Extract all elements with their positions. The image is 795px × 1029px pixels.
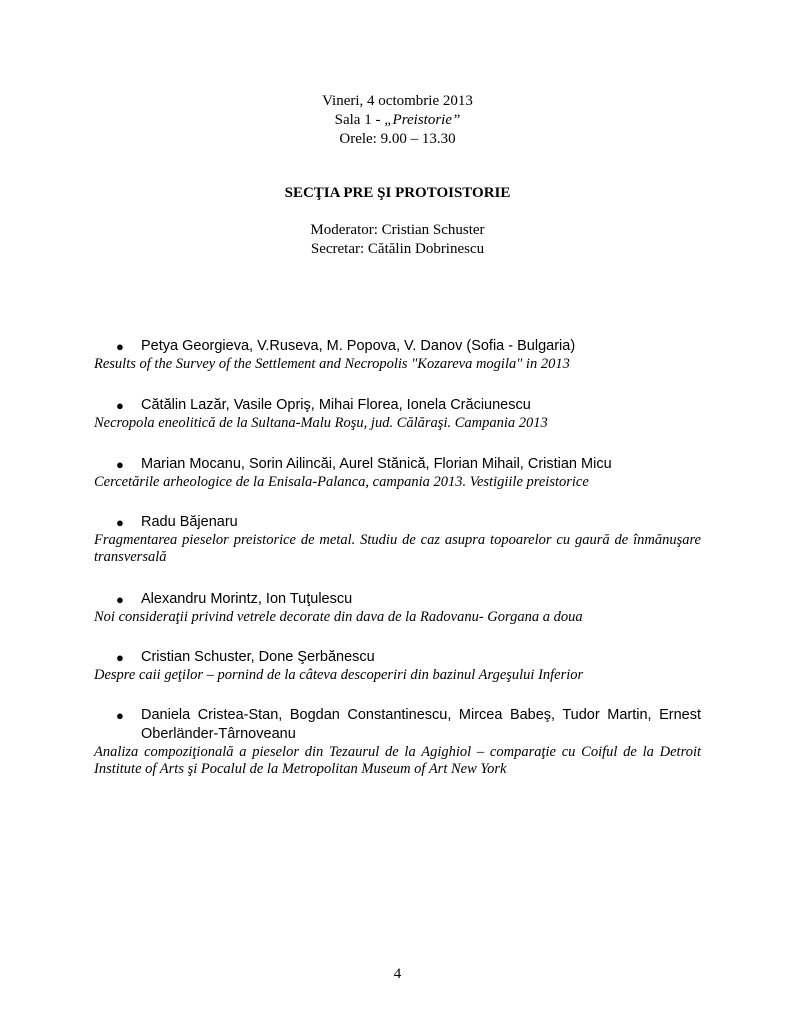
presentation-entry: [94, 455, 701, 491]
bullet-icon: ●: [116, 592, 124, 607]
entry-title: Fragmentarea pieselor preistorice de metal. Studiu de caz asupra topoarelor cu gaură de înmănuşare transversală: [94, 532, 701, 565]
entry-title: Noi consideraţii privind vetrele decorate din dava de la Radovanu- Gorgana a doua: [94, 609, 583, 625]
entry-title: Cercetările arheologice de la Enisala-Palanca, campania 2013. Vestigiile preistorice: [94, 474, 589, 490]
entry-authors: [94, 396, 701, 415]
session-date: Vineri, 4 octombrie 2013: [322, 93, 473, 109]
page-number: 4: [393, 966, 402, 982]
presentation-entry: [94, 590, 701, 626]
presentation-entry: [94, 513, 701, 566]
presentation-entry: [94, 337, 701, 373]
authors-text: Radu Băjenaru: [141, 514, 238, 530]
authors-text: Cristian Schuster, Done Şerbănescu: [141, 649, 375, 665]
entry-authors: [94, 455, 701, 474]
presentation-entry: [94, 648, 701, 684]
entry-authors: [94, 513, 701, 532]
authors-text: Alexandru Morintz, Ion Tuţulescu: [141, 591, 353, 607]
entry-title: Despre caii geţilor – pornind de la câteva descoperiri din bazinul Argeşului Inferior: [94, 667, 584, 683]
entry-title: Results of the Survey of the Settlement and Necropolis "Kozareva mogila" in 2013: [94, 356, 570, 372]
moderator: Moderator: Cristian Schuster: [310, 222, 485, 238]
authors-text: Daniela Cristea-Stan, Bogdan Constantinescu, Mircea Babeş, Tudor Martin, Ernest Oberländer-Târnoveanu: [141, 707, 701, 742]
secretary: Secretar: Cătălin Dobrinescu: [310, 241, 485, 257]
bullet-icon: ●: [116, 650, 124, 665]
section-title: SECŢIA PRE ŞI PROTOISTORIE: [284, 185, 511, 201]
session-hours: Orele: 9.00 – 13.30: [339, 131, 456, 147]
bullet-icon: ●: [116, 398, 124, 413]
bullet-icon: ●: [116, 457, 124, 472]
presentation-entry: [94, 396, 701, 432]
entry-authors: [94, 337, 701, 356]
session-staff: [0, 221, 795, 259]
session-header: [0, 92, 795, 149]
entry-title: Necropola eneolitică de la Sultana-Malu Roşu, jud. Călăraşi. Campania 2013: [94, 415, 548, 431]
authors-text: Petya Georgieva, V.Ruseva, M. Popova, V. Danov (Sofia - Bulgaria): [141, 338, 576, 354]
entry-authors: [94, 590, 701, 609]
session-room: [0, 111, 795, 130]
bullet-icon: ●: [116, 708, 124, 723]
room-name: „Preistorie”: [384, 112, 461, 128]
presentation-entry: [94, 706, 701, 778]
room-prefix: Sala 1 -: [334, 112, 385, 128]
bullet-icon: ●: [116, 515, 124, 530]
entry-authors: [94, 706, 701, 744]
entry-authors: [94, 648, 701, 667]
entry-title: Analiza compoziţională a pieselor din Tezaurul de la Agighiol – comparaţie cu Coiful de la Detroit Institute of Arts şi Pocalul de la Metropolitan Museum of Art New York: [94, 744, 701, 777]
authors-text: Marian Mocanu, Sorin Ailincăi, Aurel Stănică, Florian Mihail, Cristian Micu: [141, 456, 612, 472]
bullet-icon: ●: [116, 339, 124, 354]
authors-text: Cătălin Lazăr, Vasile Opriş, Mihai Florea, Ionela Crăciunescu: [141, 397, 531, 413]
